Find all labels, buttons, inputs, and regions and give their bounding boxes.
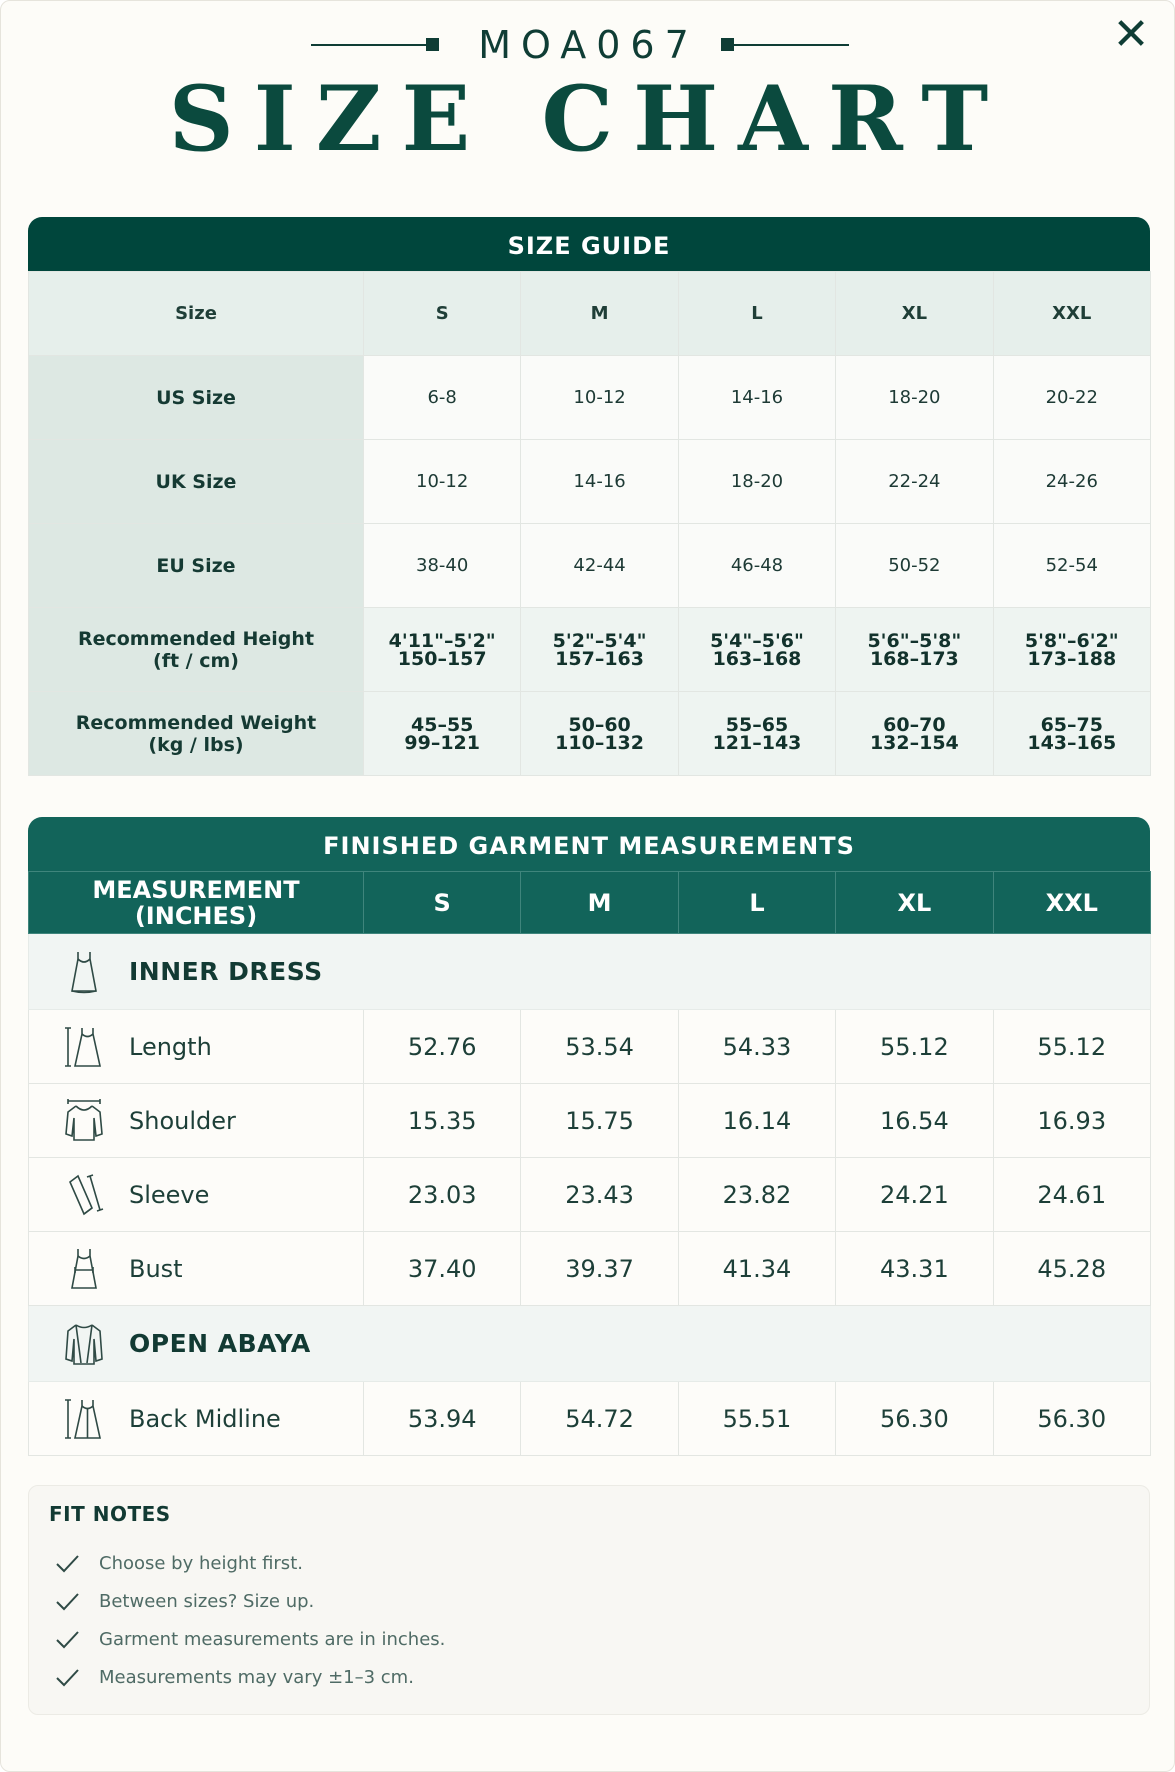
table-cell: 24.61 [993, 1158, 1150, 1232]
fit-note-text: Garment measurements are in inches. [99, 1628, 446, 1650]
row-label-cell [29, 1010, 364, 1084]
table-row-length [29, 1010, 1151, 1084]
close-button[interactable] [1109, 9, 1153, 60]
table-cell: 52.76 [364, 1010, 521, 1084]
header-cell-xxl: XXL [993, 872, 1150, 934]
table-cell: 14-16 [521, 440, 678, 524]
table-cell: 18-20 [836, 356, 993, 440]
row-label: EU Size [29, 524, 364, 608]
header-cell-m: M [521, 272, 678, 356]
garment-measurements-section [28, 817, 1150, 1456]
table-cell: 42-44 [521, 524, 678, 608]
table-cell: 23.43 [521, 1158, 678, 1232]
group-label: OPEN ABAYA [129, 1329, 311, 1358]
table-cell: 5'2"–5'4" 157–163 [521, 608, 678, 692]
table-cell: 23.82 [678, 1158, 835, 1232]
table-cell: 16.93 [993, 1084, 1150, 1158]
table-cell: 22-24 [836, 440, 993, 524]
table-cell: 54.33 [678, 1010, 835, 1084]
garment-measurements-title: FINISHED GARMENT MEASUREMENTS [28, 817, 1150, 871]
table-cell: 46-48 [678, 524, 835, 608]
header-cell-xl: XL [836, 872, 993, 934]
close-icon: ✕ [1112, 9, 1150, 60]
table-cell: 65–75 143–165 [993, 692, 1150, 776]
abaya-icon [59, 1319, 109, 1369]
decorative-rule [733, 44, 849, 46]
table-cell: 16.14 [678, 1084, 835, 1158]
row-label: Recommended Height (ft / cm) [29, 608, 364, 692]
checkmark-icon [53, 1586, 83, 1616]
table-cell: 10-12 [364, 440, 521, 524]
table-cell: 15.35 [364, 1084, 521, 1158]
table-cell: 18-20 [678, 440, 835, 524]
header-cell-l: L [678, 272, 835, 356]
checkmark-icon [53, 1624, 83, 1654]
table-cell: 56.30 [993, 1382, 1150, 1456]
sleeve-icon [59, 1170, 109, 1220]
row-label-cell [29, 1232, 364, 1306]
table-cell: 56.30 [836, 1382, 993, 1456]
table-cell: 41.34 [678, 1232, 835, 1306]
table-row-back-midline [29, 1382, 1151, 1456]
table-row-uk-size [29, 440, 1151, 524]
sku-header [1, 23, 1175, 67]
table-cell: 15.75 [521, 1084, 678, 1158]
table-cell: 10-12 [521, 356, 678, 440]
group-row-open-abaya [29, 1306, 1151, 1382]
bust-icon [59, 1244, 109, 1294]
fit-note-text: Between sizes? Size up. [99, 1590, 315, 1612]
table-cell: 37.40 [364, 1232, 521, 1306]
table-cell: 16.54 [836, 1084, 993, 1158]
table-cell: 5'8"–6'2" 173–188 [993, 608, 1150, 692]
table-cell: 24-26 [993, 440, 1150, 524]
table-cell: 45–55 99–121 [364, 692, 521, 776]
page-title: SIZE CHART [168, 66, 1009, 172]
table-cell: 6-8 [364, 356, 521, 440]
row-label: Length [129, 1032, 212, 1061]
group-row-inner-dress [29, 934, 1151, 1010]
row-label: Recommended Weight (kg / lbs) [29, 692, 364, 776]
table-cell: 60–70 132–154 [836, 692, 993, 776]
table-cell: 5'6"–5'8" 168–173 [836, 608, 993, 692]
header-cell-measurement: MEASUREMENT (INCHES) [29, 872, 364, 934]
header-cell-s: S [364, 272, 521, 356]
table-cell: 38-40 [364, 524, 521, 608]
header-cell-xl: XL [836, 272, 993, 356]
checkmark-icon [53, 1548, 83, 1578]
table-cell: 54.72 [521, 1382, 678, 1456]
table-row-us-size [29, 356, 1151, 440]
list-item [53, 1544, 445, 1582]
row-label: Sleeve [129, 1180, 210, 1209]
back-midline-icon [59, 1394, 109, 1444]
row-label: Back Midline [129, 1404, 281, 1433]
table-cell: 39.37 [521, 1232, 678, 1306]
header-cell-xxl: XXL [993, 272, 1150, 356]
table-row-shoulder [29, 1084, 1151, 1158]
table-cell: 20-22 [993, 356, 1150, 440]
table-row-recommended-weight [29, 692, 1151, 776]
row-label-cell [29, 1382, 364, 1456]
fit-notes-title: FIT NOTES [49, 1502, 171, 1526]
table-cell: 53.54 [521, 1010, 678, 1084]
fit-notes-panel [28, 1485, 1150, 1715]
table-cell: 24.21 [836, 1158, 993, 1232]
header-cell-m: M [521, 872, 678, 934]
table-cell: 55.51 [678, 1382, 835, 1456]
fit-notes-list [53, 1544, 445, 1696]
list-item [53, 1582, 445, 1620]
product-sku: MOA067 [478, 23, 699, 67]
list-item [53, 1658, 445, 1696]
table-cell: 55.12 [993, 1010, 1150, 1084]
row-label: UK Size [29, 440, 364, 524]
table-cell: 50-52 [836, 524, 993, 608]
garment-measurements-table [28, 871, 1151, 1456]
table-row-bust [29, 1232, 1151, 1306]
size-guide-table [28, 271, 1151, 776]
table-row-recommended-height [29, 608, 1151, 692]
table-row-eu-size [29, 524, 1151, 608]
group-cell [29, 934, 1151, 1010]
header-cell-s: S [364, 872, 521, 934]
fit-note-text: Choose by height first. [99, 1552, 303, 1574]
table-cell: 55–65 121–143 [678, 692, 835, 776]
fit-note-text: Measurements may vary ±1–3 cm. [99, 1666, 414, 1688]
list-item [53, 1620, 445, 1658]
header-cell-l: L [678, 872, 835, 934]
table-cell: 45.28 [993, 1232, 1150, 1306]
row-label-cell [29, 1158, 364, 1232]
group-label: INNER DRESS [129, 957, 323, 986]
length-icon [59, 1022, 109, 1072]
garment-header-row [29, 872, 1151, 934]
table-cell: 52-54 [993, 524, 1150, 608]
table-cell: 4'11"–5'2" 150–157 [364, 608, 521, 692]
shoulder-icon [59, 1096, 109, 1146]
dress-icon [59, 947, 109, 997]
row-label: US Size [29, 356, 364, 440]
row-label: Shoulder [129, 1106, 236, 1135]
table-cell: 55.12 [836, 1010, 993, 1084]
table-row-sleeve [29, 1158, 1151, 1232]
table-cell: 5'4"–5'6" 163–168 [678, 608, 835, 692]
group-cell [29, 1306, 1151, 1382]
table-cell: 50–60 110–132 [521, 692, 678, 776]
checkmark-icon [53, 1662, 83, 1692]
table-cell: 43.31 [836, 1232, 993, 1306]
row-label-cell [29, 1084, 364, 1158]
size-guide-section [28, 217, 1150, 776]
table-cell: 14-16 [678, 356, 835, 440]
size-guide-title: SIZE GUIDE [28, 217, 1150, 271]
table-cell: 53.94 [364, 1382, 521, 1456]
header-cell-size: Size [29, 272, 364, 356]
size-guide-header-row [29, 272, 1151, 356]
table-cell: 23.03 [364, 1158, 521, 1232]
row-label: Bust [129, 1254, 183, 1283]
